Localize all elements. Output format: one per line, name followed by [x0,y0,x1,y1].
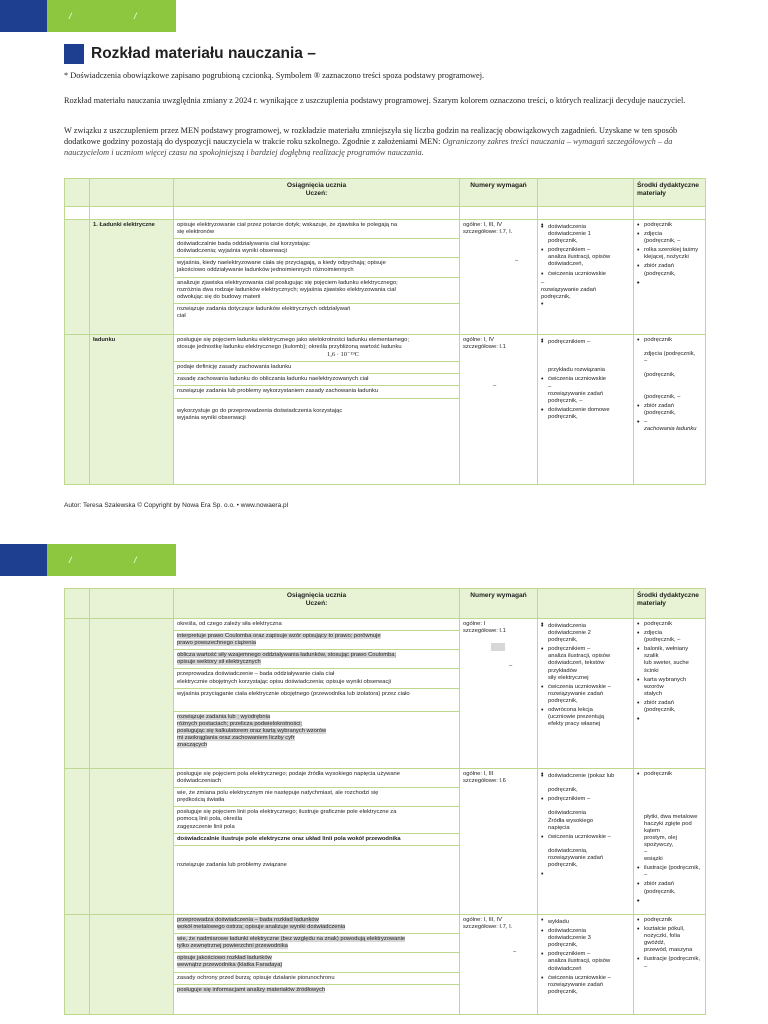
navy-block [0,544,47,576]
achievement-item: doświadczalnie ilustruje pole elektryczne oraz układ linii pola wokół przewodnika [174,834,459,846]
requirements-cell [460,619,538,769]
material-item: • kształcie pókuli, nożyczki, folia gwóźdź, przewód, maszyna [637,926,702,954]
achievement-item: rozwiązuje zadania lub problemy związane [177,861,287,868]
method-item: wykładu [548,919,569,925]
header-cell-empty [538,589,634,619]
para2-quote: Ograniczony zakres treści nauczania – wymagań szczegółowych – da nauczycielom i uczniom więcej czasu na spokojniejszą i bardziej dogłębną realizację programów nauczania. [64,137,673,157]
requirements-dash: – [509,663,513,670]
materials-cell [634,619,706,769]
achievement-item [174,712,459,751]
requirements-dash: – [493,383,497,390]
header-band [0,544,176,576]
note-text: * Doświadczenia obowiązkowe zapisano pogrubioną czcionką. Symbolem ® zaznaczono treści spoza podstawy programowej. [64,71,485,80]
achievement-item: przeprowadza doświadczenie – bada oddziaływanie ciała ciał elektrycznie obojętnych korzystając opisu doświadczenia; opisuje wyniki obserwacji [174,669,459,688]
achievement-item [174,934,459,953]
band-text: / / [69,11,167,21]
material-item: • rolka szerokiej taśmy klejącej, nożyczki [637,247,702,261]
green-block [47,0,176,32]
achievement-item: posługuje się pojęciem linii pola elektrycznego; ilustruje graficznie pole elektryczne za pomocą linii pola, określa zagęszczenie linii pola [174,807,459,833]
table-header [65,179,706,207]
requirements-text: ogólne: I szczegółowe: I.1 [463,621,506,635]
achievements-cell [174,619,460,769]
requirements-text: ogólne: I, III, IV szczegółowe: I.7, I. [463,917,513,931]
requirements-cell [460,769,538,915]
header-cell-empty [538,179,634,207]
achievement-item [174,985,459,996]
title-row [64,44,316,64]
achievement-item [174,915,459,934]
method-item: • ćwiczenia uczniowskie – doświadczenia, rozwiązywanie zadań podręcznik, [541,834,630,869]
lesson-topic [90,915,174,1015]
header-cell-empty [65,589,90,619]
achievements-cell [174,915,460,1015]
material-item: • zbiór zadań (podręcznik, [637,403,702,417]
method-item: • podręcznikiem – analiza ilustracji, opisów doświadczeń, [541,247,630,268]
para2-text: W związku z uszczupleniem przez MEN podstawy programowej, w rozkładzie materiału zmniejszyła się liczba godzin na realizację obowiązkowych zagadnień. Uzyskane w ten sposób dodatkowe godziny pozostają do dyspozycji nauczyciela w trakcie roku szkolnego. Zgodnie z założeniami MEN: [64,126,678,146]
material-item: • zbiór zadań (podręcznik, [637,263,702,277]
achievement-item: rozwiązuje zadania dotyczące ładunków elektrycznych oddziaływań ciał [177,305,351,319]
method-item: • ćwiczenia uczniowskie – rozwiązywanie zadań podręcznik, – [541,376,630,404]
achievement-item [174,631,459,650]
achievement-item: zasadę zachowania ładunku do obliczania ładunku naelektryzowanych ciał [174,374,459,386]
material-item: • zdjęcia (podręcznik, – [637,630,702,644]
achievement-item: wie, że zmiana polu elektrycznym nie następuje natychmiast, ale rozchodzi się prędkością światła [174,788,459,807]
achievement-item [174,650,459,669]
achievement-text-optional: przeprowadza doświadczenia – bada rozkład ładunków wokół metalowego ostrza; opisuje analizuje wyniki doświadczenia [177,917,346,931]
achievement-text-optional: wie, że nadmiarowe ładunki elektryczne (bez względu na znak) powodują elektryzowanie tylko zewnętrznej powierzchni przewodnika [177,936,406,950]
lesson-topic: ładunku [90,335,174,485]
requirements-dash: – [515,258,519,265]
methods-cell [538,619,634,769]
achievement-item: wykorzystuje go do przeprowadzenia doświadczenia korzystając wyjaśnia wyniki obserwacji [177,407,343,421]
achievements-cell [174,769,460,915]
lesson-topic: 1. Ładunki elektryczne [90,220,174,335]
table-row [65,915,706,1015]
lesson-number [65,769,90,915]
achievement-item: rozwiązuje zadania lub problemy wykorzystaniem zasady zachowania ładunku [174,386,459,398]
material-item: • ilustracje (podręcznik, – [637,956,702,970]
table-header [65,589,706,619]
methods-cell [538,220,634,335]
material-item: • – zachowania ładunku [637,419,702,433]
header-materials: Środki dydaktyczne materiały [634,179,706,207]
requirements-text: ogólne: I, IV szczegółowe: I.1 [463,337,506,351]
method-item: – rozwiązywanie zadań podręcznik, [541,279,597,300]
material-item: • podręcznik [637,222,702,229]
green-block [47,544,176,576]
requirements-cell [460,335,538,485]
materials-cell [634,769,706,915]
navy-block [0,0,47,32]
achievement-text-optional: opisuje jakościowo rozkład ładunków wewnątrz przewodnika (klatka Faradaya) [177,955,283,969]
plan-table-1 [64,178,706,485]
material-item: • ilustracje (podręcznik, – [637,865,702,879]
achievement-text-optional: interpretuje prawo Coulomba oraz zapisuje wzór opisujący to prawo; porównuje prawo powszechnego ciążenia [177,633,381,647]
achievement-item [174,335,459,362]
requirements-dash: – [513,949,517,956]
materials-cell [634,915,706,1015]
charge-value: 1,6 · 10⁻¹⁹C [327,351,360,359]
method-item: • podręcznikiem – analiza ilustracji, opisów doświadczeń [541,951,630,972]
method-item: • podręcznikiem – doświadczenia Źródła wysokiego napięcia [541,796,630,831]
achievement-item: zasady ochrony przed burzą; opisuje działanie piorunochronu [174,973,459,985]
methods-cell [538,915,634,1015]
method-item: • podręcznikiem – analiza ilustracji, opisów doświadczeń, tekstów przykładów siły elektrycznej [541,646,630,681]
page-footer: Autor: Teresa Szalewska © Copyright by Nowa Era Sp. o.o. • www.nowaera.pl [64,502,289,509]
material-item: • karta wybranych wzorów stałych [637,677,702,698]
title-marker-icon [64,44,84,64]
band-text: / / [69,555,167,565]
lesson-number [65,915,90,1015]
header-cell-empty [90,589,174,619]
plan-table-2 [64,588,706,1015]
page-title: Rozkład materiału nauczania – [91,45,316,62]
achievement-item: określa, od czego zależy siła elektryczna [174,619,459,631]
method-item: • doświadczenie (pokaz lub podręcznik, [541,773,630,794]
achievement-text-optional: rozwiązuje zadania lub ; wyodrębnia różnych postaciach; przelicza podwielokrotności; posługując się kalkulatorem oraz kartą wybranych wzorów mi zaokrąglania oraz zachowaniem liczby cyfr znaczących [177,713,327,749]
materials-cell [634,220,706,335]
achievement-item: doświadczalnie bada oddziaływania ciał korzystając doświadczenia; wyjaśnia wyniki obserwacji [174,239,459,258]
table-row [65,220,706,335]
method-item: • doświadczenia doświadczenie 3 podręcznik, [541,928,630,949]
method-item: • ćwiczenia uczniowskie [541,271,630,278]
material-item: • zbiór zadań (podręcznik, [637,700,702,714]
lesson-number [65,335,90,485]
materials-cell [634,335,706,485]
lesson-topic [90,769,174,915]
method-item: • odwrócona lekcja (uczniowie prezentują efekty pracy własnej [541,707,630,728]
material-item: • podręcznik zdjęcia (podręcznik, – (podręcznik, (podręcznik, – [637,337,702,401]
achievements-cell [174,335,460,485]
method-item: • doświadczenia doświadczenie 1 podręcznik, [541,224,630,245]
achievement-text: posługuje się pojęciem ładunku elektrycznego jako wielokrotności ładunku elementarnego; stosuje jednostkę ładunku elektrycznego (kulomb); określa przybliżoną wartość ładunku [177,337,410,351]
achievement-text-optional: posługuje się informacjami analizy materiałów źródłowych [177,986,326,993]
lesson-number [65,220,90,335]
method-item: • ćwiczenia uczniowskie – rozwiązywanie zadań podręcznik, [541,975,630,996]
achievement-item: wyjaśnia, kiedy naelektryzowane ciała się przyciągają, a kiedy odpychają; opisuje jakościowo oddziaływanie ładunków jednoimiennych różnoimiennych [174,258,459,277]
material-item: • podręcznik [637,621,702,628]
achievement-item: podaje definicję zasady zachowania ładunku [174,362,459,374]
requirements-cell [460,220,538,335]
achievements-cell [174,220,460,335]
gray-marker [491,643,505,651]
intro-paragraph: Rozkład materiału nauczania uwzględnia zmiany z 2024 r. wynikające z uszczuplenia podstawy programowej. Szarym kolorem oznaczono treści, o których realizacji decyduje nauczyciel. [64,96,686,105]
method-item: • doświadczenia doświadczenie 2 podręcznik, [541,623,630,644]
header-achievements: Osiągnięcia ucznia Uczeń: [174,179,460,207]
achievement-item: analizuje zjawiska elektryzowania ciał posługując się pojęciem ładunku elektrycznego; rozróżnia dwa rodzaje ładunków elektrycznych; wyjaśnia zjawisko elektryzowania ciał odwołując się do budowy materii [174,278,459,304]
material-item: • zdjęcia (podręcznik, – [637,231,702,245]
header-requirements: Numery wymagań [460,589,538,619]
methods-cell [538,769,634,915]
header-achievements: Osiągnięcia ucznia Uczeń: [174,589,460,619]
methods-cell [538,335,634,485]
table-row [65,619,706,769]
header-band [0,0,176,32]
header-cell-empty [65,179,90,207]
header-cell-empty [90,179,174,207]
achievement-item: opisuje elektryzowanie ciał przez potarcie dotyk; wskazuje, że zjawiska te polegają na się elektronów [174,220,459,239]
header-requirements: Numery wymagań [460,179,538,207]
lesson-topic [90,619,174,769]
method-item: • doświadczenie domowe podręcznik, [541,407,630,421]
method-item: • podręcznikiem – przykładu rozwiązania [541,339,630,374]
requirements-text: ogólne: I, III szczegółowe: I.6 [463,771,506,785]
header-materials: Środki dydaktyczne materiały [634,589,706,619]
achievement-item: posługuje się pojęciem pola elektrycznego; podaje źródła wysokiego napięcia używane doświadczeniach [174,769,459,788]
material-item: • podręcznik [637,917,702,924]
method-item: • ćwiczenia uczniowskie – rozwiązywanie zadań podręcznik, [541,684,630,705]
table-row [65,335,706,485]
achievement-item: wyjaśnia przyciąganie ciała elektrycznie obojętnego (przewodnika lub izolatora) przez ciało [174,689,459,712]
lesson-number [65,619,90,769]
intro-paragraph-2 [64,125,714,158]
requirements-text: ogólne: I, III, IV szczegółowe: I.7, I. [463,222,513,236]
achievement-item [174,953,459,972]
material-item: • zbiór zadań (podręcznik, [637,881,702,895]
material-item: • balonik, wełniany szalik lub sweter, suche ścinki [637,646,702,674]
requirements-cell [460,915,538,1015]
material-item: • podręcznik płytki, dwa metalowe haczyki zgięte pod kątem prostym, olej spożywczy, – wsiązki [637,771,702,863]
table-row [65,769,706,915]
achievement-text-optional: oblicza wartość siły wzajemnego oddziaływania ładunków, stosując prawo Coulomba; opisuje wektory sił elektrycznych [177,652,397,666]
